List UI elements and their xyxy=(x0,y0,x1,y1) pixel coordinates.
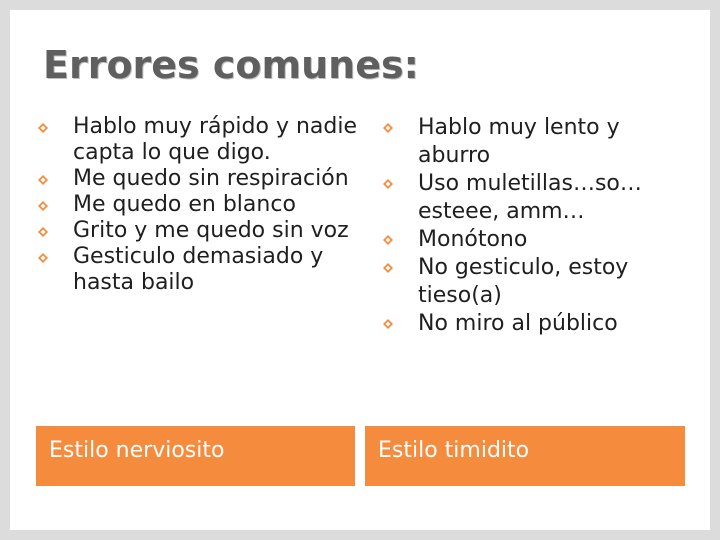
diamond-bullet-icon xyxy=(38,201,48,211)
diamond-bullet-icon xyxy=(383,179,393,189)
list-item xyxy=(38,244,358,296)
list-item-label: Gesticulo demasiado y hasta bailo xyxy=(73,244,324,295)
list-item-label: Hablo muy rápido y nadie capta lo que digo. xyxy=(73,114,358,165)
left-bullet-list xyxy=(38,114,358,296)
list-item-label: Me quedo sin respiración xyxy=(73,166,349,191)
diamond-bullet-icon xyxy=(38,123,48,133)
list-item xyxy=(38,218,358,244)
list-item xyxy=(383,310,683,338)
diamond-bullet-icon xyxy=(383,235,393,245)
nervous-style-label: Estilo nerviosito xyxy=(36,426,355,486)
slide xyxy=(10,10,710,530)
list-item-label: Hablo muy lento y aburro xyxy=(418,115,620,168)
diamond-bullet-icon xyxy=(383,319,393,329)
list-item xyxy=(38,192,358,218)
diamond-bullet-icon xyxy=(383,123,393,133)
list-item-label: Grito y me quedo sin voz xyxy=(73,218,349,243)
list-item-label: Monótono xyxy=(418,227,528,252)
list-item xyxy=(383,170,683,226)
list-item xyxy=(38,114,358,166)
list-item-label: Uso muletillas…so…esteee, amm… xyxy=(418,171,642,224)
list-item-label: No miro al público xyxy=(418,311,618,336)
shy-style-label: Estilo timidito xyxy=(365,426,685,486)
list-item-label: Me quedo en blanco xyxy=(73,192,296,217)
diamond-bullet-icon xyxy=(38,253,48,263)
right-bullet-list xyxy=(383,114,683,338)
diamond-bullet-icon xyxy=(383,263,393,273)
list-item xyxy=(383,226,683,254)
diamond-bullet-icon xyxy=(38,227,48,237)
diamond-bullet-icon xyxy=(38,175,48,185)
list-item xyxy=(383,114,683,170)
list-item-label: No gesticulo, estoy tieso(a) xyxy=(418,255,629,308)
list-item xyxy=(383,254,683,310)
slide-title: Errores comunes: xyxy=(43,43,419,87)
list-item xyxy=(38,166,358,192)
